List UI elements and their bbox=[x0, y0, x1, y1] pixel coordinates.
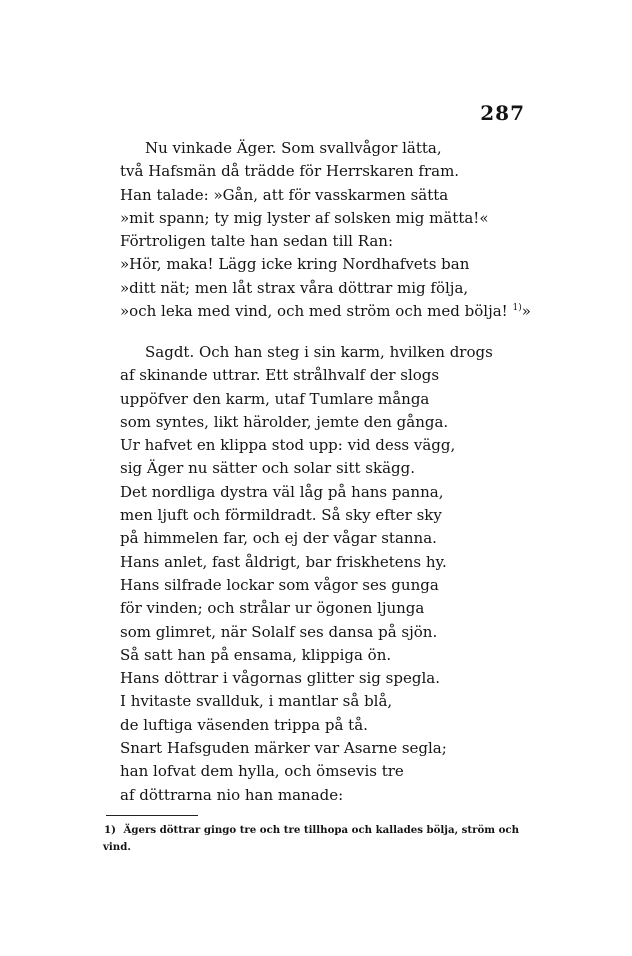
verse-line-with-footnote-ref bbox=[120, 300, 531, 323]
verse-line: Hans silfrade lockar som vågor ses gunga bbox=[120, 575, 439, 594]
verse-line: två Hafsmän då trädde för Herrskaren fram. bbox=[120, 162, 460, 181]
footnote-reference: 1) bbox=[512, 303, 522, 314]
verse-line: Det nordliga dystra väl låg på hans panna, bbox=[120, 482, 444, 501]
verse-line: Nu vinkade Äger. Som svallvågor lätta, bbox=[145, 139, 442, 157]
verse-line: »mit spann; ty mig lyster af solsken mig mätta!« bbox=[120, 208, 489, 227]
verse-line: uppöfver den karm, utaf Tumlare många bbox=[120, 389, 430, 408]
verse-line: Hans anlet, fast åldrigt, bar friskhetens hy. bbox=[120, 552, 447, 571]
verse-line: Så satt han på ensama, klippiga ön. bbox=[120, 645, 392, 664]
verse-line: som glimret, när Solalf ses dansa på sjön. bbox=[120, 622, 438, 641]
footnote-continuation: vind. bbox=[103, 841, 131, 853]
verse-line: »Hör, maka! Lägg icke kring Nordhafvets ban bbox=[120, 255, 470, 274]
stanza-2 bbox=[120, 341, 493, 807]
closing-quote: » bbox=[521, 302, 531, 321]
verse-line: I hvitaste svallduk, i mantlar så blå, bbox=[120, 692, 393, 711]
verse-line: Ur hafvet en klippa stod upp: vid dess vägg, bbox=[120, 436, 456, 455]
verse-line: Snart Hafsguden märker var Asarne segla; bbox=[120, 739, 447, 758]
footnote-divider bbox=[106, 815, 198, 816]
verse-line: af skinande uttrar. Ett strålhvalf der slogs bbox=[120, 366, 440, 385]
verse-line: Sagdt. Och han steg i sin karm, hvilken drogs bbox=[145, 343, 493, 361]
footnote-text: Ägers döttrar gingo tre och tre tillhopa och kallades bölja, ström och bbox=[123, 824, 519, 836]
verse-line: Han talade: »Gån, att för vasskarmen sätta bbox=[120, 185, 449, 204]
verse-line: men ljuft och förmildradt. Så sky efter sky bbox=[120, 506, 442, 525]
verse-line: de luftiga väsenden trippa på tå. bbox=[120, 715, 368, 734]
verse-line: han lofvat dem hylla, och ömsevis tre bbox=[120, 762, 404, 781]
page-number: 287 bbox=[480, 101, 525, 125]
verse-line: »ditt nät; men låt strax våra döttrar mig följa, bbox=[120, 278, 469, 297]
footnote bbox=[104, 822, 534, 839]
verse-line: Hans döttrar i vågornas glitter sig spegla. bbox=[120, 669, 440, 688]
stanza-1 bbox=[120, 137, 531, 323]
verse-line: för vinden; och strålar ur ögonen ljunga bbox=[120, 599, 425, 618]
verse-line-text: »och leka med vind, och med ström och med bölja! bbox=[120, 302, 508, 321]
verse-line: Förtroligen talte han sedan till Ran: bbox=[120, 232, 394, 251]
verse-line: sig Äger nu sätter och solar sitt skägg. bbox=[120, 459, 416, 478]
footnote-marker: 1) bbox=[104, 824, 116, 836]
verse-line: på himmelen far, och ej der vågar stanna. bbox=[120, 529, 437, 548]
verse-line: af döttrarna nio han manade: bbox=[120, 785, 344, 804]
verse-line: som syntes, likt härolder, jemte den gånga. bbox=[120, 412, 449, 431]
